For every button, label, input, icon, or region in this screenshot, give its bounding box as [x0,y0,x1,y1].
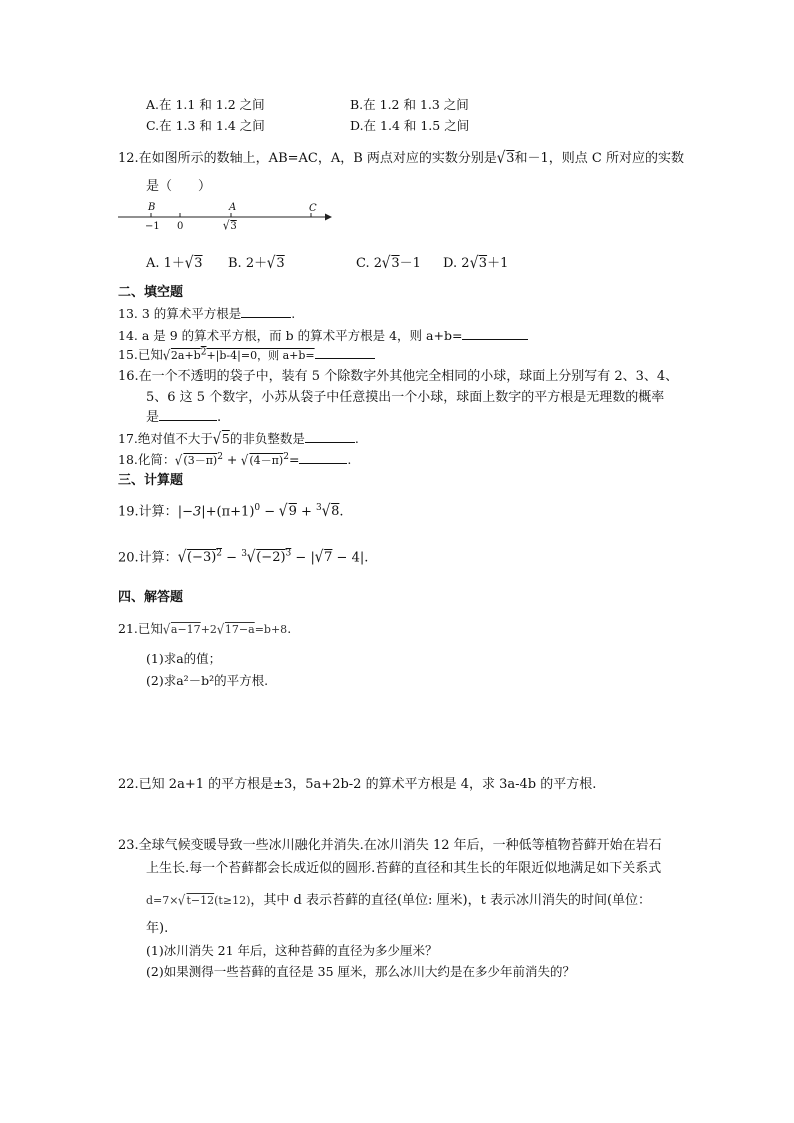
number-line-label-a: A [229,202,237,213]
q17: 17.绝对值不大于√5的非负整数是 . [118,429,359,448]
q12-option-c: C. 2√3－1 [356,254,421,273]
number-line-label-b: B [148,202,156,213]
q13: 13. 3 的算术平方根是 . [118,306,296,321]
q19: 19.计算：$|-3|+(\pi+1)^0 - √9 + ^3√8$. [118,502,344,522]
q23-part2: (2)如果测得一些苔藓的直径是 35 厘米，那么冰川大约是在多少年前消失的？ [146,964,576,979]
section-heading-fill-in: 二、填空题 [118,285,184,300]
section-heading-calculation: 三、计算题 [118,473,184,488]
q22: 22.已知 2a+1 的平方根是±3，5a+2b-2 的算术平方根是 4，求 3a-4b 的平方根. [118,777,597,792]
q16-line1: 16.在一个不透明的袋子中，装有 5 个除数字外其他完全相同的小球，球面上分别写有 2、3、4、 [118,369,679,384]
section-heading-answer: 四、解答题 [118,590,184,605]
q12-option-b: B. 2＋√3 [228,254,285,273]
q12-option-d: D. 2√3＋1 [443,254,509,273]
q12-option-a: A. 1＋√3 [146,254,203,273]
q11-option-a: A.在 1.1 和 1.2 之间 [146,97,265,112]
q20: 20.计算：$√(-3)^2 - ^3√(-2)^3 - |√7 - 4|$. [118,548,369,568]
q18: 18.化简：$√(3-\pi)^2 + √(4-\pi)^2=$ . [118,452,352,469]
number-line-tick-0: 0 [177,221,184,232]
q14: 14. a 是 9 的算术平方根，而 b 的算术平方根是 4，则 a+b= [118,328,528,343]
number-line-tick-sqrt3: √3 [222,219,237,234]
q15: 15.已知$√2a+b^2+|b-4|=0$，则 a+b= [118,347,375,362]
q23-line1: 23.全球气候变暖导致一些冰川融化并消失.在冰川消失 12 年后，一种低等植物苔藓开始在岩石 [118,838,662,853]
q12-stem: 12.在如图所示的数轴上，AB=AC，A，B 两点对应的实数分别是√3和－1，则点 C 所对应的实数 [118,149,684,168]
q11-option-b: B.在 1.2 和 1.3 之间 [350,97,469,112]
sqrt-symbol: √3 [496,149,515,168]
q16-line3: 是 . [146,410,222,425]
q16-line2: 5、6 这 5 个数字，小苏从袋子中任意摸出一个小球，球面上数字的平方根是无理数的概率 [146,390,665,405]
q11-option-d: D.在 1.4 和 1.5 之间 [350,118,470,133]
q23-line4: 年). [146,921,169,936]
q21: 21.已知√a−17+2√17−a=b+8. [118,621,292,638]
q12-stem-line2: 是（ ） [146,179,212,194]
q23-formula: d=7× [146,894,179,907]
q23-line3: d=7×√t−12(t≥12)，其中 d 表示苔藓的直径(单位: 厘米)，t 表示冰川消失的时间(单位： [146,892,652,909]
q23-part1: (1)冰川消失 21 年后，这种苔藓的直径为多少厘米？ [146,943,438,958]
q21-part2: (2)求a²－b²的平方根. [146,673,269,688]
number-line-label-c: C [309,203,317,214]
q23-line2: 上生长.每一个苔藓都会长成近似的圆形.苔藓的直径和其生长的年限近似地满足如下关系式 [146,861,662,876]
q11-option-c: C.在 1.3 和 1.4 之间 [146,118,265,133]
q21-part1: (1)求a的值； [146,651,222,666]
number-line-tick-neg1: −1 [145,221,160,232]
